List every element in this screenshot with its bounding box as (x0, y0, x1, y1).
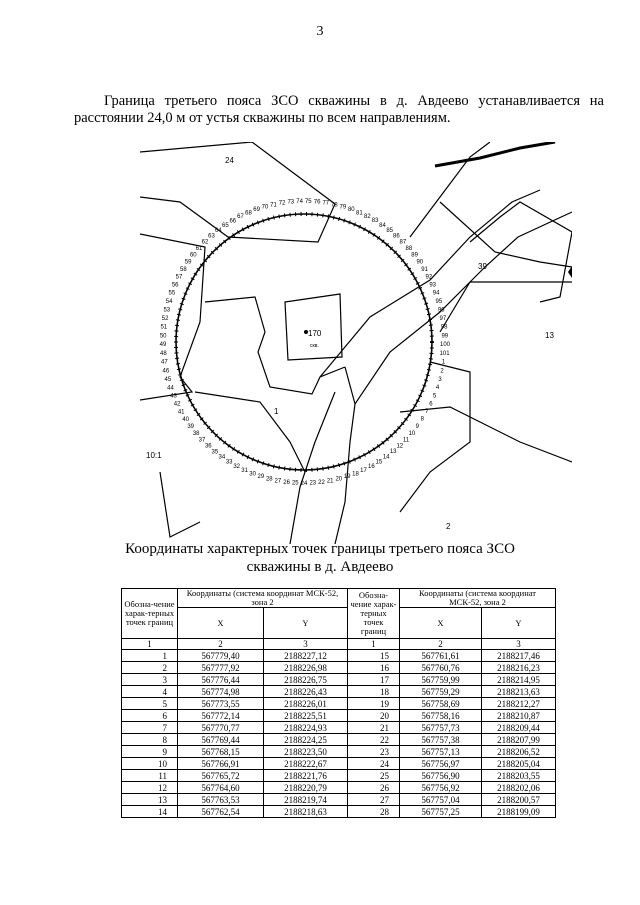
boundary-point-label: 74 (296, 199, 303, 206)
boundary-point-label: 31 (241, 467, 248, 474)
y-coord-cell: 2188225,51 (264, 710, 348, 722)
table-row (122, 758, 556, 770)
boundary-point-label: 1 (441, 359, 446, 366)
boundary-point-label: 32 (233, 463, 241, 470)
boundary-point-label: 75 (304, 199, 312, 206)
boundary-point-label: 54 (165, 299, 173, 305)
parcel-bottom-left (160, 472, 200, 537)
parcel-left-outline (140, 234, 205, 400)
table-row (122, 722, 556, 734)
boundary-point-label: 72 (278, 200, 286, 207)
boundary-point-label: 63 (208, 233, 215, 240)
parcel-170-outline (285, 294, 342, 360)
thick-boundary-line (435, 142, 555, 166)
boundary-point-label: 10 (408, 430, 416, 437)
y-coord-cell: 2188223,50 (264, 746, 348, 758)
point-id-cell: 8 (122, 734, 178, 746)
header-x: X (400, 608, 482, 639)
intro-paragraph: Граница третьего пояса ЗСО скважины в д. Авдеево устанавливается на расстоянии 24,0 м от устья скважины по всем направлениям. (74, 93, 604, 126)
y-coord-cell: 2188205,04 (482, 758, 556, 770)
parcel-label-10-1: 10:1 (146, 451, 162, 460)
boundary-point-label: 2 (440, 368, 444, 375)
header-point: Обозна-чение харак-терных точек границ (348, 589, 400, 639)
boundary-point-label: 17 (360, 467, 367, 474)
parcel-13-lower (400, 407, 572, 462)
boundary-point-label: 87 (399, 239, 407, 246)
x-coord-cell: 567779,40 (178, 650, 264, 662)
index-cell: 1 (348, 639, 400, 650)
point-id-cell: 21 (348, 722, 400, 734)
parcel-label-13: 13 (545, 331, 554, 340)
boundary-point-label: 26 (283, 479, 290, 486)
y-coord-cell: 2188226,98 (264, 662, 348, 674)
boundary-point-label: 91 (421, 266, 428, 273)
point-id-cell: 23 (348, 746, 400, 758)
boundary-point-label: 39 (187, 424, 195, 430)
x-coord-cell: 567762,54 (178, 806, 264, 818)
index-row (122, 639, 556, 650)
x-coord-cell: 567757,13 (400, 746, 482, 758)
boundary-point-label: 42 (173, 401, 181, 408)
boundary-point-label: 41 (177, 409, 185, 416)
x-coord-cell: 567769,44 (178, 734, 264, 746)
boundary-point-label: 76 (313, 199, 321, 206)
boundary-point-label: 11 (402, 437, 410, 444)
point-id-cell: 10 (122, 758, 178, 770)
x-coord-cell: 567758,16 (400, 710, 482, 722)
x-coord-cell: 567777,92 (178, 662, 264, 674)
x-coord-cell: 567765,72 (178, 770, 264, 782)
boundary-point-label: 48 (160, 351, 167, 357)
x-coord-cell: 567763,53 (178, 794, 264, 806)
y-coord-cell: 2188206,52 (482, 746, 556, 758)
y-coord-cell: 2188217,46 (482, 650, 556, 662)
boundary-point-label: 96 (437, 307, 445, 314)
boundary-point-label: 60 (189, 252, 197, 259)
boundary-point-label: 86 (393, 233, 400, 240)
boundary-point-label: 83 (371, 218, 379, 225)
point-id-cell: 7 (122, 722, 178, 734)
boundary-point-label: 5 (432, 393, 437, 400)
y-coord-cell: 2188222,67 (264, 758, 348, 770)
point-id-cell: 24 (348, 758, 400, 770)
table-row (122, 650, 556, 662)
boundary-point-label: 8 (420, 416, 424, 423)
parcel-1-outline (205, 297, 345, 394)
parcel-lines (140, 142, 572, 544)
x-coord-cell: 567776,44 (178, 674, 264, 686)
header-point: Обозна-чение харак-терных точек границ (122, 589, 178, 639)
y-coord-cell: 2188216,23 (482, 662, 556, 674)
boundary-point-label: 7 (425, 409, 429, 416)
boundary-point-label: 27 (274, 478, 282, 485)
boundary-point-label: 77 (322, 200, 330, 207)
boundary-point-label: 101 (439, 350, 450, 357)
boundary-point-label: 88 (405, 245, 413, 252)
boundary-point-label: 18 (352, 471, 359, 478)
header-y: Y (482, 608, 556, 639)
parcel-label-1: 1 (274, 407, 279, 416)
map-drawing (140, 142, 572, 544)
boundary-point-label: 37 (198, 437, 206, 444)
boundary-point-label: 34 (218, 454, 226, 461)
boundary-point-label: 78 (331, 202, 338, 209)
y-coord-cell: 2188224,93 (264, 722, 348, 734)
point-id-cell: 4 (122, 686, 178, 698)
page-number: 3 (316, 24, 324, 39)
boundary-point-label: 84 (379, 222, 386, 229)
y-coord-cell: 2188227,12 (264, 650, 348, 662)
boundary-point-label: 4 (435, 385, 440, 392)
y-coord-cell: 2188226,43 (264, 686, 348, 698)
table-row (122, 674, 556, 686)
boundary-point-label: 45 (164, 376, 172, 383)
boundary-point-label: 22 (318, 479, 325, 486)
point-id-cell: 11 (122, 770, 178, 782)
boundary-point-label: 80 (347, 207, 355, 214)
point-id-cell: 17 (348, 674, 400, 686)
boundary-point-label: 36 (204, 443, 212, 450)
x-coord-cell: 567759,99 (400, 674, 482, 686)
y-coord-cell: 2188199,09 (482, 806, 556, 818)
index-cell: 3 (264, 639, 348, 650)
boundary-point-label: 67 (237, 214, 244, 221)
boundary-point-label: 85 (386, 228, 394, 234)
boundary-point-label: 21 (326, 478, 334, 485)
x-coord-cell: 567758,69 (400, 698, 482, 710)
boundary-point-label: 43 (170, 393, 177, 400)
boundary-point-label: 56 (171, 282, 179, 289)
boundary-point-label: 66 (229, 218, 237, 225)
boundary-point-label: 40 (182, 416, 190, 423)
table-row (122, 782, 556, 794)
boundary-point-label: 16 (368, 463, 375, 470)
point-id-cell: 12 (122, 782, 178, 794)
table-row (122, 794, 556, 806)
boundary-point-label: 46 (162, 368, 170, 375)
boundary-point-label: 55 (168, 290, 176, 297)
point-id-cell: 3 (122, 674, 178, 686)
y-coord-cell: 2188207,99 (482, 734, 556, 746)
y-coord-cell: 2188209,44 (482, 722, 556, 734)
boundary-point-label: 58 (180, 267, 187, 273)
well-label: скв. (310, 343, 319, 349)
point-id-cell: 26 (348, 782, 400, 794)
boundary-point-label: 13 (389, 449, 397, 456)
x-coord-cell: 567773,55 (178, 698, 264, 710)
boundary-point-label: 28 (265, 476, 273, 483)
y-coord-cell: 2188210,87 (482, 710, 556, 722)
y-coord-cell: 2188212,27 (482, 698, 556, 710)
boundary-point-label: 59 (184, 259, 192, 266)
parcel-label-24: 24 (225, 156, 234, 165)
boundary-point-label: 92 (425, 274, 433, 281)
boundary-point-label: 71 (270, 202, 277, 209)
boundary-point-label: 3 (438, 376, 442, 383)
parcel-24-outline (140, 142, 335, 242)
parcel-label-39: 39 (478, 262, 487, 271)
table-row (122, 734, 556, 746)
parcel-39-outline (470, 202, 572, 302)
boundary-point-label: 53 (163, 307, 171, 314)
point-id-cell: 20 (348, 710, 400, 722)
x-coord-cell: 567768,15 (178, 746, 264, 758)
boundary-point-label: 61 (195, 245, 203, 252)
table-row (122, 746, 556, 758)
point-id-cell: 19 (348, 698, 400, 710)
index-cell: 3 (482, 639, 556, 650)
header-coords: Координаты (система координат МСК-52, зона 2 (400, 589, 556, 608)
boundary-point-label: 51 (160, 324, 168, 331)
x-coord-cell: 567756,97 (400, 758, 482, 770)
y-coord-cell: 2188218,63 (264, 806, 348, 818)
boundary-point-label: 79 (339, 204, 347, 211)
boundary-point-label: 68 (245, 210, 252, 217)
x-coord-cell: 567757,38 (400, 734, 482, 746)
boundary-point-label: 25 (291, 480, 299, 487)
table-subheader-row (122, 608, 556, 639)
boundary-point-label: 99 (441, 333, 449, 340)
header-coords: Координаты (система координат МСК-52, зона 2 (178, 589, 348, 608)
boundary-point-label: 52 (161, 316, 169, 322)
boundary-point-label: 65 (222, 222, 229, 229)
coordinates-table (121, 588, 556, 818)
table-row (122, 710, 556, 722)
header-y: Y (264, 608, 348, 639)
boundary-point-label: 82 (364, 214, 371, 220)
y-coord-cell: 2188200,57 (482, 794, 556, 806)
point-id-cell: 22 (348, 734, 400, 746)
x-coord-cell: 567772,14 (178, 710, 264, 722)
table-title: Координаты характерных точек границы третьего пояса ЗСО скважины в д. Авдеево (125, 541, 515, 575)
index-cell: 1 (122, 639, 178, 650)
x-coord-cell: 567770,77 (178, 722, 264, 734)
table-row (122, 806, 556, 818)
y-coord-cell: 2188226,01 (264, 698, 348, 710)
boundary-point-label: 97 (439, 315, 447, 322)
point-id-cell: 14 (122, 806, 178, 818)
point-id-cell: 15 (348, 650, 400, 662)
x-coord-cell: 567764,60 (178, 782, 264, 794)
x-coord-cell: 567760,76 (400, 662, 482, 674)
point-id-cell: 2 (122, 662, 178, 674)
boundary-point-label: 33 (225, 459, 233, 466)
boundary-point-label: 89 (411, 252, 418, 259)
boundary-point-label: 24 (300, 481, 308, 487)
boundary-point-label: 94 (432, 290, 440, 297)
cadastral-map (140, 142, 572, 544)
boundary-point-label: 14 (382, 454, 390, 461)
x-coord-cell: 567757,04 (400, 794, 482, 806)
point-id-cell: 25 (348, 770, 400, 782)
boundary-point-label: 57 (175, 274, 183, 281)
boundary-point-label: 73 (287, 199, 295, 206)
table-row (122, 662, 556, 674)
boundary-point-label: 44 (167, 385, 174, 392)
point-id-cell: 1 (122, 650, 178, 662)
road-line-b (345, 212, 572, 404)
boundary-point-label: 9 (415, 423, 419, 430)
boundary-point-label: 62 (201, 239, 209, 246)
boundary-point-label: 6 (429, 401, 433, 408)
header-x: X (178, 608, 264, 639)
x-coord-cell: 567757,73 (400, 722, 482, 734)
parcel-label-2: 2 (446, 522, 451, 531)
boundary-point-label: 30 (249, 471, 256, 478)
table-row (122, 770, 556, 782)
x-coord-cell: 567757,25 (400, 806, 482, 818)
point-id-cell: 18 (348, 686, 400, 698)
boundary-point-label: 98 (440, 324, 448, 331)
boundary-point-label: 47 (161, 359, 168, 366)
boundary-point-label: 64 (214, 228, 222, 235)
boundary-point-label: 50 (159, 333, 167, 340)
y-coord-cell: 2188214,95 (482, 674, 556, 686)
x-coord-cell: 567756,92 (400, 782, 482, 794)
boundary-point-labels (160, 199, 451, 487)
boundary-point-label: 20 (335, 476, 343, 483)
point-id-cell: 5 (122, 698, 178, 710)
point-id-cell: 13 (122, 794, 178, 806)
x-coord-cell: 567766,91 (178, 758, 264, 770)
point-id-cell: 9 (122, 746, 178, 758)
boundary-point-label: 35 (211, 449, 219, 456)
boundary-point-label: 19 (343, 474, 351, 481)
x-coord-cell: 567761,61 (400, 650, 482, 662)
boundary-point-label: 69 (253, 207, 260, 214)
boundary-point-label: 15 (375, 459, 383, 466)
boundary-point-label: 93 (429, 282, 437, 289)
x-coord-cell: 567756,90 (400, 770, 482, 782)
y-coord-cell: 2188221,76 (264, 770, 348, 782)
boundary-point-label: 49 (159, 342, 167, 349)
index-cell: 2 (400, 639, 482, 650)
y-coord-cell: 2188213,63 (482, 686, 556, 698)
y-coord-cell: 2188203,55 (482, 770, 556, 782)
boundary-point-label: 23 (309, 480, 317, 487)
boundary-point-label: 81 (356, 210, 363, 217)
point-id-cell: 27 (348, 794, 400, 806)
parcel-label-170: 170 (308, 329, 322, 338)
x-coord-cell: 567759,29 (400, 686, 482, 698)
boundary-point-label: 95 (435, 298, 443, 305)
table-row (122, 686, 556, 698)
table-row (122, 698, 556, 710)
y-coord-cell: 2188224,25 (264, 734, 348, 746)
point-id-cell: 16 (348, 662, 400, 674)
point-id-cell: 28 (348, 806, 400, 818)
point-id-cell: 6 (122, 710, 178, 722)
boundary-point-label: 38 (192, 430, 200, 437)
boundary-point-label: 70 (261, 204, 269, 211)
boundary-point-label: 12 (396, 443, 404, 450)
y-coord-cell: 2188220,79 (264, 782, 348, 794)
x-coord-cell: 567774,98 (178, 686, 264, 698)
edge-marker (568, 266, 572, 278)
y-coord-cell: 2188226,75 (264, 674, 348, 686)
index-cell: 2 (178, 639, 264, 650)
boundary-point-label: 100 (439, 342, 451, 349)
y-coord-cell: 2188219,74 (264, 794, 348, 806)
table-header-row (122, 589, 556, 608)
boundary-point-label: 90 (416, 259, 424, 266)
parcel-top-right (410, 142, 490, 237)
boundary-point-label: 29 (257, 474, 265, 481)
y-coord-cell: 2188202,06 (482, 782, 556, 794)
